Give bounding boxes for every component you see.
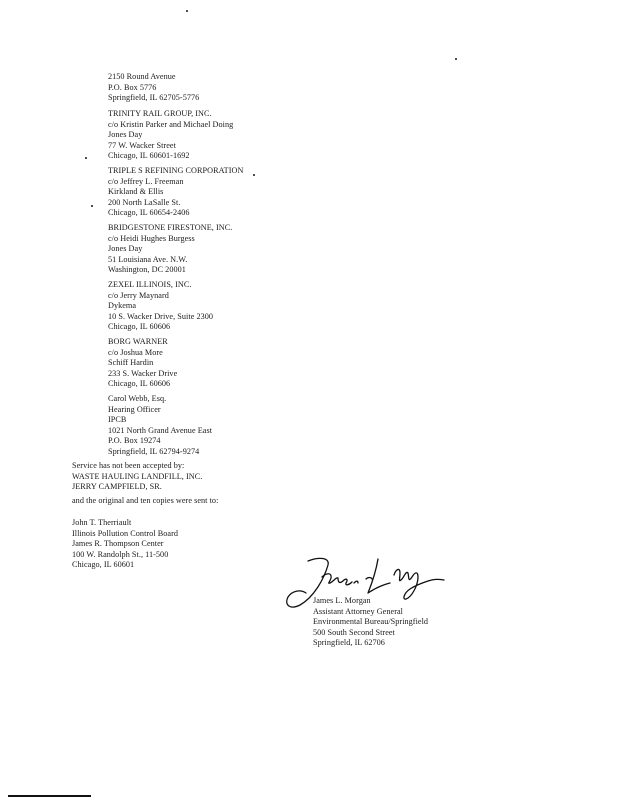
address-line: IPCB bbox=[108, 415, 127, 425]
address-line: 77 W. Wacker Street bbox=[108, 140, 176, 150]
address-line: 10 S. Wacker Drive, Suite 2300 bbox=[108, 311, 214, 321]
address-line: c/o Joshua More bbox=[108, 347, 163, 357]
address-line: 200 North LaSalle St. bbox=[108, 197, 181, 207]
clerk-name: John T. Therriault bbox=[72, 518, 132, 527]
service-block-trinity bbox=[108, 109, 233, 162]
originals-note-text: and the original and ten copies were sent to: bbox=[72, 496, 219, 505]
address-line: Springfield, IL 62705-5776 bbox=[108, 93, 200, 103]
address-line: Hearing Officer bbox=[108, 404, 161, 414]
party-name: TRINITY RAIL GROUP, INC. bbox=[108, 109, 212, 118]
address-line: Chicago, IL 60606 bbox=[108, 379, 171, 389]
address-line: c/o Kristin Parker and Michael Doing bbox=[108, 119, 234, 129]
address-line: c/o Jerry Maynard bbox=[108, 290, 169, 300]
address-line: 2150 Round Avenue bbox=[108, 72, 176, 81]
address-line: c/o Heidi Hughes Burgess bbox=[108, 233, 195, 243]
scan-speck bbox=[186, 10, 188, 12]
address-line: P.O. Box 19274 bbox=[108, 436, 161, 446]
address-line: 1021 North Grand Avenue East bbox=[108, 425, 213, 435]
address-line: Washington, DC 20001 bbox=[108, 265, 186, 275]
signature-block bbox=[313, 596, 428, 649]
address-line: Chicago, IL 60654-2406 bbox=[108, 208, 190, 218]
address-line: Jones Day bbox=[108, 130, 143, 140]
address-line: 51 Louisiana Ave. N.W. bbox=[108, 254, 188, 264]
not-served-block bbox=[72, 461, 202, 493]
party-name: BRIDGESTONE FIRESTONE, INC. bbox=[108, 223, 233, 232]
party-name: TRIPLE S REFINING CORPORATION bbox=[108, 166, 244, 175]
address-line: Environmental Bureau/Springfield bbox=[313, 617, 429, 627]
party-name: Carol Webb, Esq. bbox=[108, 394, 167, 403]
address-line: c/o Jeffrey L. Freeman bbox=[108, 176, 184, 186]
party-name: JERRY CAMPFIELD, SR. bbox=[72, 482, 162, 492]
address-line: Springfield, IL 62706 bbox=[313, 638, 385, 648]
service-block-triple-s bbox=[108, 166, 243, 219]
party-name: ZEXEL ILLINOIS, INC. bbox=[108, 280, 192, 289]
service-block-borg-warner bbox=[108, 337, 177, 390]
scan-speck bbox=[91, 205, 93, 207]
not-served-heading: Service has not been accepted by: bbox=[72, 461, 185, 470]
address-line: Springfield, IL 62794-9274 bbox=[108, 446, 200, 456]
address-line: 500 South Second Street bbox=[313, 627, 395, 637]
footer-rule bbox=[8, 795, 91, 797]
address-line: 233 S. Wacker Drive bbox=[108, 368, 178, 378]
scan-speck bbox=[253, 174, 255, 176]
party-name: WASTE HAULING LANDFILL, INC. bbox=[72, 471, 203, 481]
party-name: BORG WARNER bbox=[108, 337, 168, 346]
scan-speck bbox=[455, 58, 457, 60]
scan-speck bbox=[85, 157, 87, 159]
address-line: Chicago, IL 60601 bbox=[72, 560, 135, 570]
address-line: Kirkland & Ellis bbox=[108, 187, 164, 197]
service-block-hearing-officer bbox=[108, 394, 212, 458]
originals-note bbox=[72, 496, 218, 507]
address-line: Schiff Hardin bbox=[108, 358, 154, 368]
service-block-bridgestone bbox=[108, 223, 232, 276]
service-block-address bbox=[108, 72, 199, 104]
address-line: Chicago, IL 60606 bbox=[108, 322, 171, 332]
signer-title: Assistant Attorney General bbox=[313, 606, 403, 616]
address-line: Illinois Pollution Control Board bbox=[72, 528, 178, 538]
address-line: Jones Day bbox=[108, 244, 143, 254]
address-line: 100 W. Randolph St., 11-500 bbox=[72, 549, 169, 559]
address-line: James R. Thompson Center bbox=[72, 539, 164, 549]
service-block-zexel bbox=[108, 280, 213, 333]
address-line: Chicago, IL 60601-1692 bbox=[108, 151, 190, 161]
address-line: Dykema bbox=[108, 301, 137, 311]
clerk-block bbox=[72, 518, 178, 571]
address-line: P.O. Box 5776 bbox=[108, 82, 157, 92]
signer-name: James L. Morgan bbox=[313, 596, 371, 605]
